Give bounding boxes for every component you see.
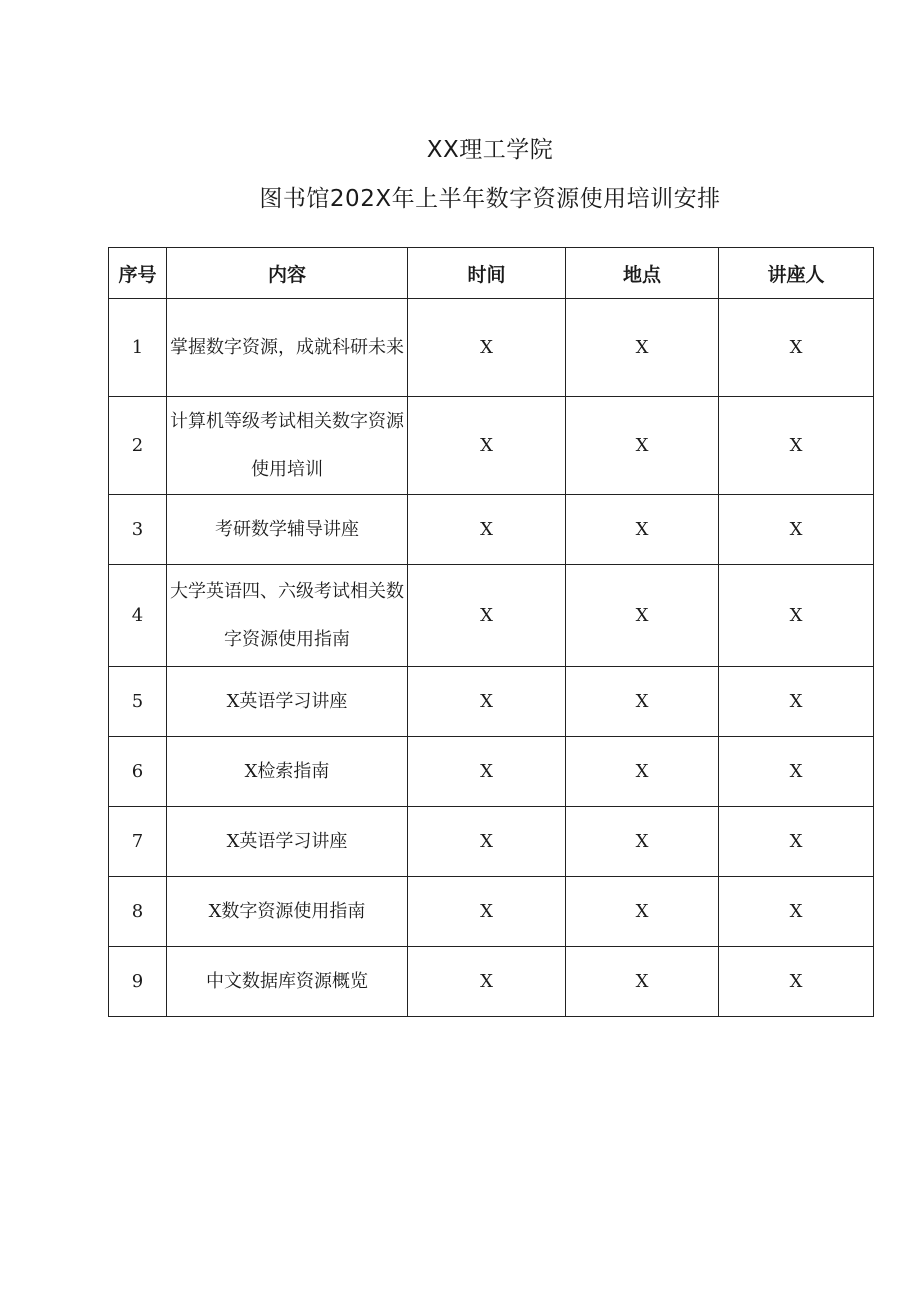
row-speaker: X bbox=[719, 397, 874, 495]
row-index: 4 bbox=[109, 565, 167, 667]
table-header-row bbox=[109, 248, 874, 299]
row-index: 6 bbox=[109, 737, 167, 807]
row-location: X bbox=[566, 737, 719, 807]
row-location: X bbox=[566, 397, 719, 495]
row-content: X数字资源使用指南 bbox=[167, 877, 408, 947]
row-content: 考研数学辅导讲座 bbox=[167, 495, 408, 565]
row-content: 大学英语四、六级考试相关数字资源使用指南 bbox=[167, 565, 408, 667]
row-time: X bbox=[408, 877, 566, 947]
row-content: 掌握数字资源，成就科研未来 bbox=[167, 299, 408, 397]
row-time: X bbox=[408, 807, 566, 877]
row-location: X bbox=[566, 807, 719, 877]
row-speaker: X bbox=[719, 807, 874, 877]
row-location: X bbox=[566, 565, 719, 667]
table-row bbox=[109, 495, 874, 565]
row-time: X bbox=[408, 947, 566, 1017]
institution-title: XX理工学院 bbox=[426, 137, 554, 163]
table-row bbox=[109, 947, 874, 1017]
table-row bbox=[109, 807, 874, 877]
row-location: X bbox=[566, 667, 719, 737]
row-location: X bbox=[566, 299, 719, 397]
table-row bbox=[109, 737, 874, 807]
row-content: 计算机等级考试相关数字资源使用培训 bbox=[167, 397, 408, 495]
row-index: 5 bbox=[109, 667, 167, 737]
row-speaker: X bbox=[719, 947, 874, 1017]
row-index: 3 bbox=[109, 495, 167, 565]
row-time: X bbox=[408, 667, 566, 737]
header-content: 内容 bbox=[167, 248, 408, 299]
document-title: 图书馆202X年上半年数字资源使用培训安排 bbox=[259, 186, 721, 212]
row-content: X检索指南 bbox=[167, 737, 408, 807]
row-location: X bbox=[566, 877, 719, 947]
table-row bbox=[109, 397, 874, 495]
row-index: 2 bbox=[109, 397, 167, 495]
table-row bbox=[109, 877, 874, 947]
row-time: X bbox=[408, 565, 566, 667]
table-row bbox=[109, 299, 874, 397]
row-index: 8 bbox=[109, 877, 167, 947]
row-speaker: X bbox=[719, 299, 874, 397]
row-index: 9 bbox=[109, 947, 167, 1017]
training-schedule-table bbox=[108, 247, 874, 1017]
row-time: X bbox=[408, 737, 566, 807]
header-index: 序号 bbox=[109, 248, 167, 299]
row-content: X英语学习讲座 bbox=[167, 667, 408, 737]
header-time: 时间 bbox=[408, 248, 566, 299]
row-speaker: X bbox=[719, 667, 874, 737]
row-content: 中文数据库资源概览 bbox=[167, 947, 408, 1017]
row-index: 7 bbox=[109, 807, 167, 877]
row-speaker: X bbox=[719, 877, 874, 947]
row-location: X bbox=[566, 947, 719, 1017]
row-time: X bbox=[408, 397, 566, 495]
header-location: 地点 bbox=[566, 248, 719, 299]
table-row bbox=[109, 667, 874, 737]
row-index: 1 bbox=[109, 299, 167, 397]
row-content: X英语学习讲座 bbox=[167, 807, 408, 877]
header-speaker: 讲座人 bbox=[719, 248, 874, 299]
row-speaker: X bbox=[719, 565, 874, 667]
row-speaker: X bbox=[719, 495, 874, 565]
row-time: X bbox=[408, 495, 566, 565]
row-time: X bbox=[408, 299, 566, 397]
row-location: X bbox=[566, 495, 719, 565]
row-speaker: X bbox=[719, 737, 874, 807]
table-row bbox=[109, 565, 874, 667]
